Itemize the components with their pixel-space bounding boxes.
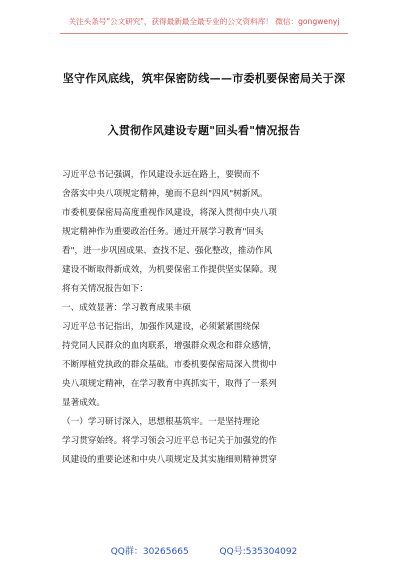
section-heading: 一、成效显著：学习教育成果丰硕 xyxy=(62,303,191,313)
body-line: 央八项规定精神，在学习教育中真抓实干，取得了一系列 xyxy=(62,379,277,389)
body-line: 习近平总书记指出，加强作风建设，必须紧紧围绕保 xyxy=(62,322,260,332)
footer-qq-number: QQ号:535304092 xyxy=(219,547,298,557)
header-divider xyxy=(60,33,348,34)
body-line: 持党同人民群众的血肉联系，增强群众观念和群众感情， xyxy=(62,341,277,351)
body-line: 显著成效。 xyxy=(62,398,105,408)
body-line: 学习贯穿始终。将学习领会习近平总书记关于加强党的作 xyxy=(62,436,277,446)
body-line: 不断厚植党执政的群众基础。市委机要保密局深入贯彻中 xyxy=(62,360,277,370)
footer-qq-group: QQ群：30265665 xyxy=(110,547,189,557)
body-line: 将有关情况报告如下： xyxy=(62,284,148,294)
body-line: 市委机要保密局高度重视作风建设，将深入贯彻中央八项 xyxy=(62,208,277,218)
document-title-line-2: 入贯彻作风建设专题"回头看"情况报告 xyxy=(107,124,301,137)
body-line: 看"，进一步巩固成果、查找不足、强化整改，推动作风 xyxy=(62,246,273,256)
header-banner: 关注头条号"公文研究"，获得最新最全最专业的公文资料库！ 微信：gongwenyj xyxy=(68,17,340,26)
document-title-line-1: 坚守作风底线，筑牢保密防线——市委机要保密局关于深 xyxy=(62,72,346,85)
body-line: 建设不断取得新成效，为机要保密工作提供坚实保障。现 xyxy=(62,265,277,275)
footer-contact xyxy=(0,544,408,557)
body-line: 风建设的重要论述和中央八项规定及其实施细则精神贯穿 xyxy=(62,455,277,465)
body-line: 规定精神作为重要政治任务。通过开展学习教育"回头 xyxy=(62,227,264,237)
body-line: 习近平总书记强调，作风建设永远在路上，要锲而不 xyxy=(62,170,260,180)
body-line: 舍落实中央八项规定精神，驰而不息纠"四风"树新风。 xyxy=(62,189,268,199)
subsection-heading: （一）学习研讨深入，思想根基筑牢。一是坚持理论 xyxy=(62,417,260,427)
document-body xyxy=(62,166,350,470)
